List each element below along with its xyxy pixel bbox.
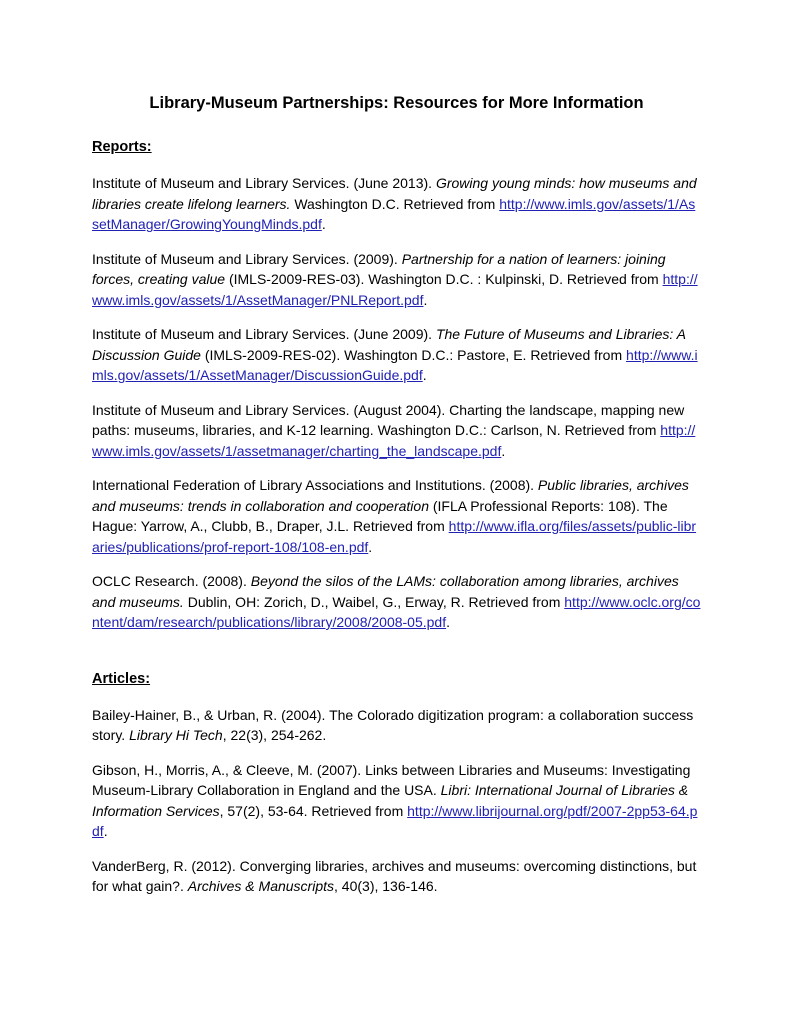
- reference-link[interactable]: http://www.imls.gov/assets/1/assetmanager/charting_the_landscape.pdf: [92, 422, 696, 459]
- reference-text: .: [103, 823, 108, 839]
- reference-entry: [92, 400, 701, 462]
- reference-text: .: [368, 538, 373, 555]
- section-articles: [92, 669, 701, 897]
- reference-link[interactable]: http://www.imls.gov/assets/1/AssetManager/PNLReport.pdf: [92, 271, 698, 308]
- reference-text-italic: Partnership for a nation of learners: joining forces, creating value: [92, 250, 666, 287]
- reference-entry: [92, 856, 701, 897]
- reference-text: (IMLS-2009-RES-02). Washington D.C.: Pastore, E. Retrieved from: [200, 346, 627, 363]
- reference-link[interactable]: http://www.imls.gov/assets/1/AssetManager/GrowingYoungMinds.pdf: [92, 195, 696, 232]
- reference-text: International Federation of Library Associations and Institutions. (2008).: [92, 477, 538, 493]
- reference-text: .: [422, 367, 427, 383]
- references-list: [92, 137, 701, 897]
- section-heading: Articles:: [92, 670, 151, 687]
- reference-text: OCLC Research. (2008).: [92, 573, 251, 589]
- reference-link[interactable]: http://www.oclc.org/content/dam/research/publications/library/2008/2008-05.pdf: [92, 593, 701, 630]
- reference-text: VanderBerg, R. (2012). Converging libraries, archives and museums: overcoming distinctions, but for what gain?.: [92, 857, 697, 894]
- reference-text: .: [423, 291, 428, 308]
- reference-text-italic: Library Hi Tech: [129, 727, 223, 743]
- reference-link[interactable]: http://www.ifla.org/files/assets/public-libraries/publications/prof-report-108/108-en.pdf: [92, 518, 697, 555]
- reference-entry: [92, 705, 701, 746]
- reference-entry: [92, 571, 701, 633]
- section-heading: Reports:: [92, 139, 152, 155]
- reference-text: , 40(3), 136-146.: [334, 878, 438, 894]
- reference-text-italic: Growing young minds: how museums and libraries create lifelong learners.: [92, 175, 697, 212]
- reference-text: .: [501, 442, 506, 459]
- reference-link[interactable]: http://www.imls.gov/assets/1/AssetManager/DiscussionGuide.pdf: [92, 346, 698, 383]
- reference-text-italic: Beyond the silos of the LAMs: collaboration among libraries, archives and museums.: [92, 573, 679, 610]
- reference-text: Dublin, OH: Zorich, D., Waibel, G., Erway, R. Retrieved from: [183, 593, 565, 610]
- page-title: Library-Museum Partnerships: Resources for More Information: [149, 94, 644, 112]
- reference-text: Institute of Museum and Library Services. (June 2013).: [92, 175, 436, 191]
- reference-text: Bailey-Hainer, B., & Urban, R. (2004). The Colorado digitization program: a collaboration success story.: [92, 706, 694, 743]
- reference-entry: [92, 324, 701, 386]
- reference-text-italic: Libri: International Journal of Libraries & Information Services: [92, 782, 689, 819]
- reference-text: (IMLS-2009-RES-03). Washington D.C. : Kulpinski, D. Retrieved from: [225, 271, 663, 287]
- reference-text: Washington D.C. Retrieved from: [290, 195, 500, 212]
- reference-text: .: [446, 614, 450, 630]
- reference-text: Institute of Museum and Library Services. (August 2004). Charting the landscape, mapping new paths: museums, libraries, and K-12 learning. Washington D.C.: Carlson, N. Retrieved from: [92, 401, 685, 438]
- reference-text: Institute of Museum and Library Services. (2009).: [92, 250, 402, 267]
- reference-text-italic: Public libraries, archives and museums: trends in collaboration and cooperation: [92, 477, 689, 514]
- reference-text: , 57(2), 53-64. Retrieved from: [219, 802, 408, 819]
- section-reports: [92, 137, 701, 633]
- reference-text-italic: The Future of Museums and Libraries: A Discussion Guide: [92, 326, 686, 363]
- reference-link[interactable]: http://www.librijournal.org/pdf/2007-2pp53-64.pdf: [92, 802, 698, 839]
- reference-text: Gibson, H., Morris, A., & Cleeve, M. (2007). Links between Libraries and Museums: Investigating Museum-Library Collaboration in England and the USA.: [92, 761, 691, 798]
- reference-entry: [92, 249, 701, 311]
- reference-text: .: [321, 216, 326, 232]
- reference-text: (IFLA Professional Reports: 108). The Hague: Yarrow, A., Clubb, B., Draper, J.L. Retrieved from: [92, 497, 668, 534]
- reference-text-italic: Archives & Manuscripts: [187, 878, 335, 894]
- reference-text: , 22(3), 254-262.: [222, 727, 327, 743]
- reference-text: Institute of Museum and Library Services. (June 2009).: [92, 326, 436, 342]
- reference-entry: [92, 173, 701, 235]
- reference-entry: [92, 760, 701, 842]
- reference-entry: [92, 475, 701, 557]
